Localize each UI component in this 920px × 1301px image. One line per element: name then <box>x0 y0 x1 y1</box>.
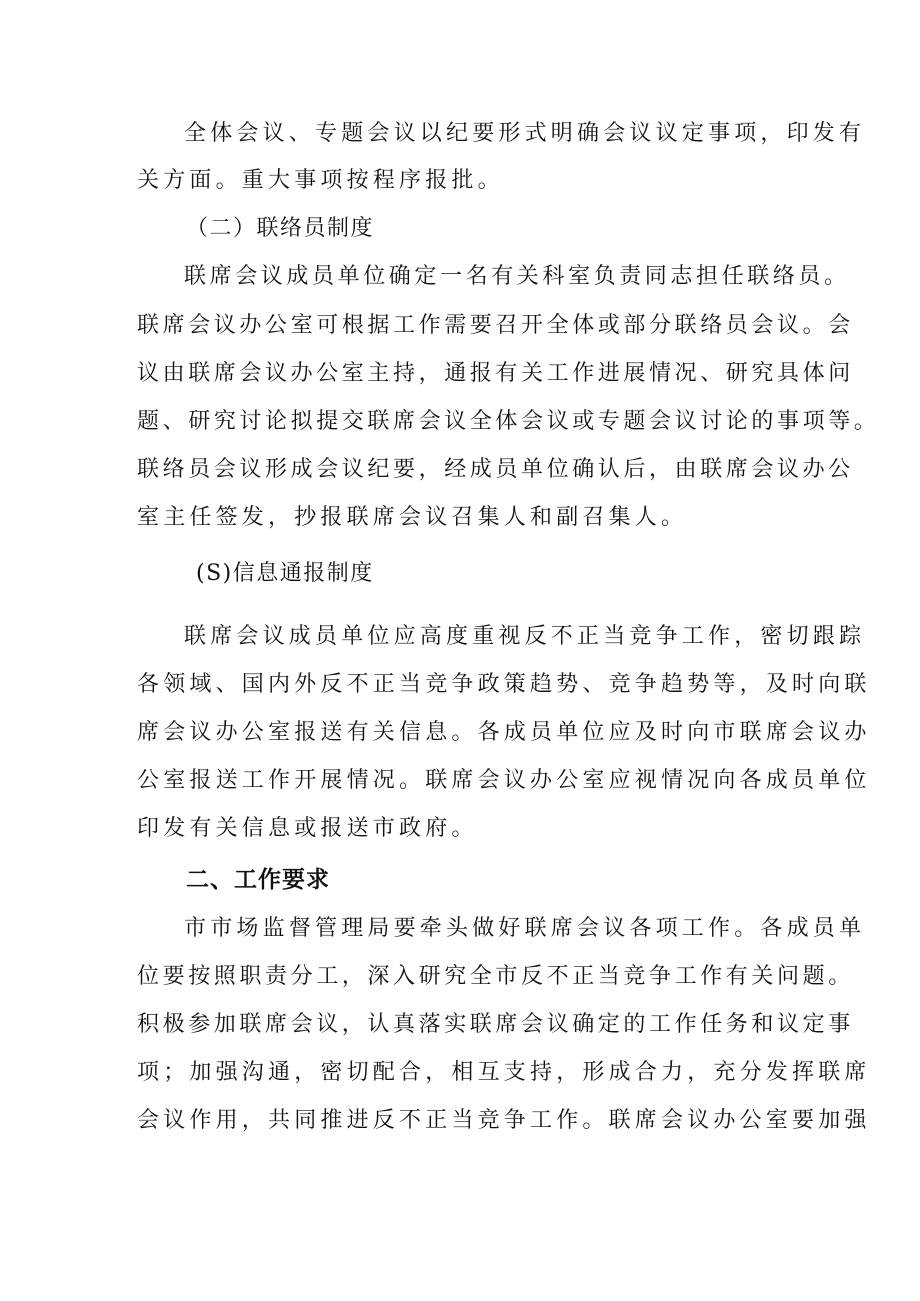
paragraph-line: 关方面。重大事项按程序报批。 <box>137 168 504 193</box>
paragraph-line: 联络员会议形成会议纪要，经成员单位确认后，由联席会议办公 <box>137 457 854 482</box>
paragraph-line: 各领域、国内外反不正当竞争政策趋势、竞争趋势等，及时向联 <box>137 672 871 697</box>
section-heading: 二、工作要求 <box>186 866 330 893</box>
paragraph-line: 联席会议成员单位应高度重视反不正当竞争工作，密切跟踪 <box>184 624 866 649</box>
paragraph-line: 印发有关信息或报送市政府。 <box>137 816 478 841</box>
paragraph-line: 积极参加联席会议，认真落实联席会议确定的工作任务和议定事 <box>137 1012 854 1037</box>
paragraph-line: 议由联席会议办公室主持，通报有关工作进展情况、研究具体问 <box>137 361 854 386</box>
paragraph-line: 位要按照职责分工，深入研究全市反不正当竞争工作有关问题。 <box>137 964 854 989</box>
paragraph-line: 联席会议办公室可根据工作需要召开全体或部分联络员会议。会 <box>137 313 854 338</box>
paragraph-line: 项；加强沟通，密切配合，相互支持，形成合力，充分发挥联席 <box>137 1060 871 1085</box>
paragraph-line: 市市场监督管理局要牵头做好联席会议各项工作。各成员单 <box>184 916 866 941</box>
paragraph-line: 联席会议成员单位确定一名有关科室负责同志担任联络员。 <box>184 264 850 289</box>
paragraph-line: 全体会议、专题会议以纪要形式明确会议议定事项，印发有 <box>184 121 866 146</box>
paragraph-line: 题、研究讨论拟提交联席会议全体会议或专题会议讨论的事项等。 <box>137 409 880 434</box>
paragraph-line: 公室报送工作开展情况。联席会议办公室应视情况向各成员单位 <box>137 768 871 793</box>
paragraph-line: 会议作用，共同推进反不正当竞争工作。联席会议办公室要加强 <box>137 1108 871 1133</box>
section-subheading: （二）联络员制度 <box>186 216 375 241</box>
paragraph-line: 席会议办公室报送有关信息。各成员单位应及时向市联席会议办 <box>137 720 871 745</box>
paragraph-line: 室主任签发，抄报联席会议召集人和副召集人。 <box>137 505 688 530</box>
section-subheading: (S)信息通报制度 <box>196 561 374 586</box>
